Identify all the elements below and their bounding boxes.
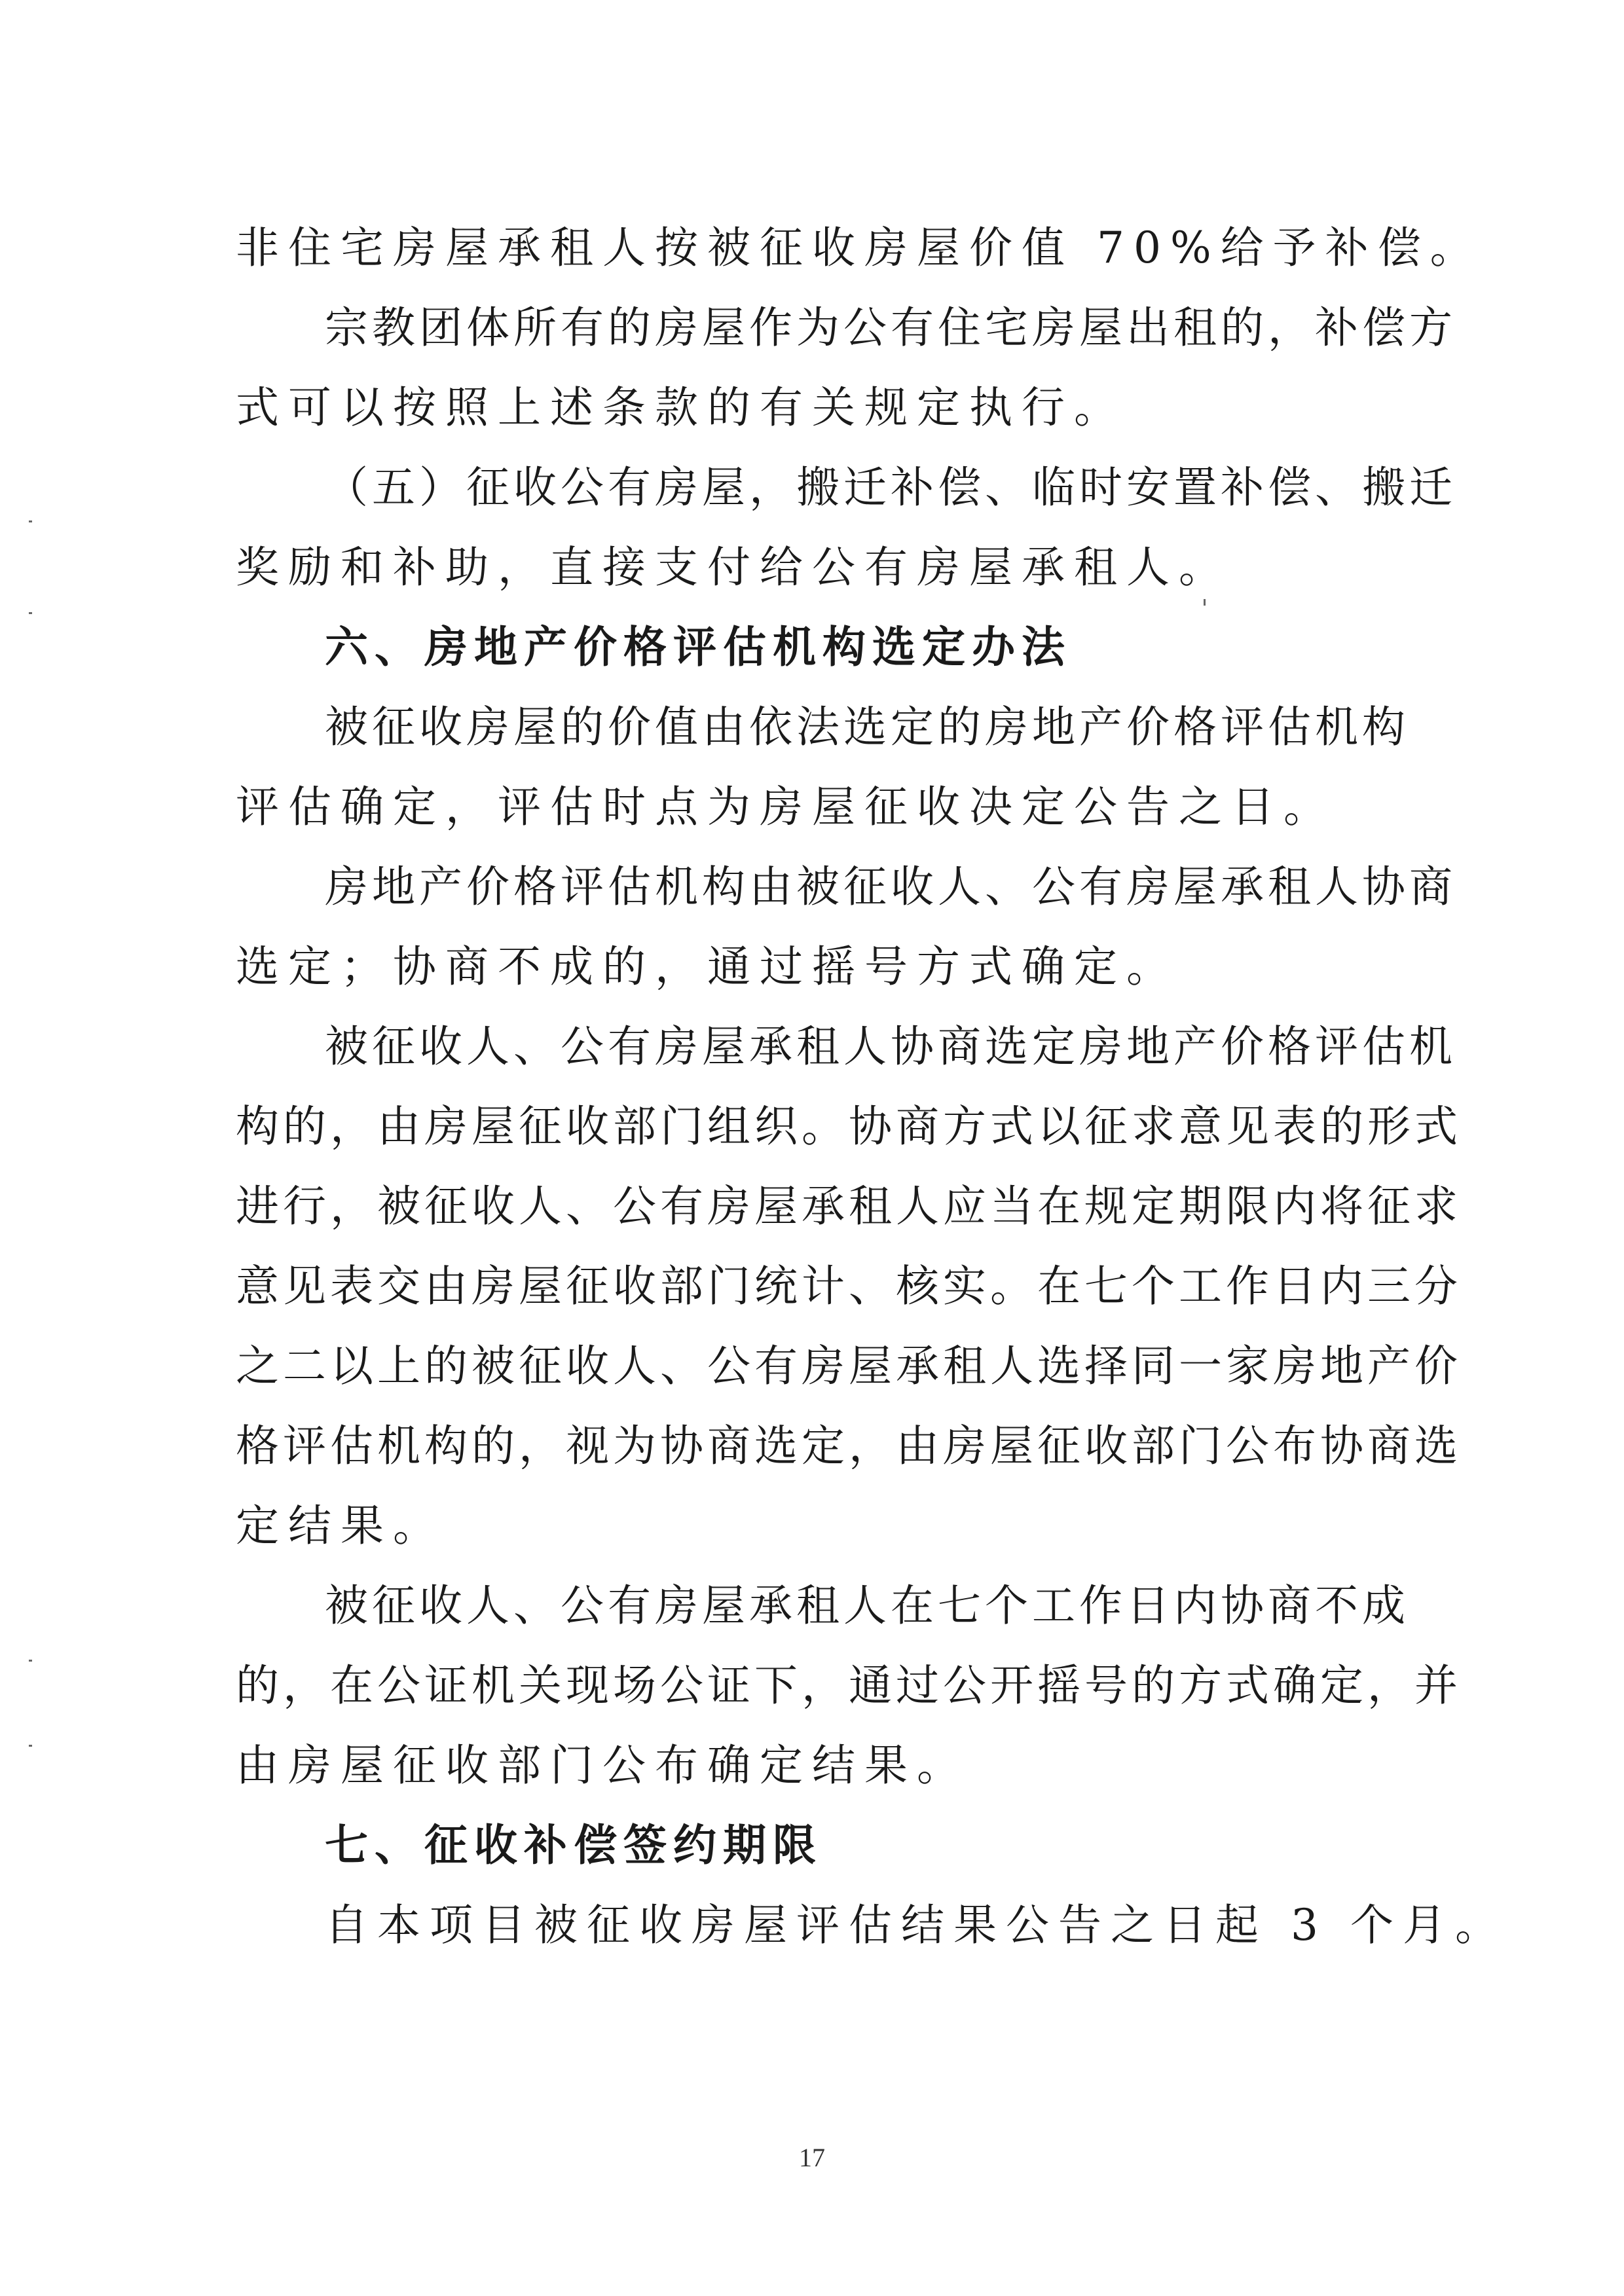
paragraph-line: 奖励和补助，直接支付给公有房屋承租人。 bbox=[236, 542, 1231, 592]
paragraph-line: 房地产价格评估机构由被征收人、公有房屋承租人协商 bbox=[325, 862, 1456, 912]
document-body bbox=[236, 208, 1507, 1965]
paragraph-line: 非住宅房屋承租人按被征收房屋价值 70%给予补偿。 bbox=[236, 223, 1483, 273]
paragraph-line: 意见表交由房屋征收部门统计、核实。在七个工作日内三分 bbox=[236, 1261, 1462, 1311]
paragraph-line: 评估确定，评估时点为房屋征收决定公告之日。 bbox=[236, 782, 1336, 832]
paragraph-line: 由房屋征收部门公布确定结果。 bbox=[236, 1740, 969, 1791]
scan-speck bbox=[1204, 599, 1206, 606]
scan-speck bbox=[29, 1745, 32, 1747]
paragraph-line: 被征收房屋的价值由依法选定的房地产价格评估机构 bbox=[325, 702, 1409, 752]
paragraph-line: 式可以按照上述条款的有关规定执行。 bbox=[236, 382, 1126, 433]
paragraph-line: 之二以上的被征收人、公有房屋承租人选择同一家房地产价 bbox=[236, 1341, 1462, 1391]
paragraph-line: 被征收人、公有房屋承租人协商选定房地产价格评估机 bbox=[325, 1021, 1456, 1072]
paragraph-line: 进行，被征收人、公有房屋承租人应当在规定期限内将征求 bbox=[236, 1181, 1462, 1231]
paragraph-line: 选定；协商不成的，通过摇号方式确定。 bbox=[236, 941, 1179, 992]
scan-speck bbox=[29, 612, 32, 614]
paragraph-line: 格评估机构的，视为协商选定，由房屋征收部门公布协商选 bbox=[236, 1421, 1462, 1471]
page-number: 17 bbox=[799, 2143, 825, 2172]
paragraph-line: （五）征收公有房屋，搬迁补偿、临时安置补偿、搬迁 bbox=[325, 462, 1456, 513]
paragraph-line: 宗教团体所有的房屋作为公有住宅房屋出租的，补偿方 bbox=[325, 302, 1456, 353]
scan-speck bbox=[29, 520, 32, 522]
scan-speck bbox=[29, 1660, 32, 1662]
paragraph-line: 的，在公证机关现场公证下，通过公开摇号的方式确定，并 bbox=[236, 1660, 1462, 1711]
paragraph-line: 被征收人、公有房屋承租人在七个工作日内协商不成 bbox=[325, 1580, 1409, 1631]
paragraph-line: 自本项目被征收房屋评估结果公告之日起 3 个月。 bbox=[325, 1900, 1507, 1950]
section-heading-seven: 七、征收补偿签约期限 bbox=[325, 1820, 822, 1870]
paragraph-line: 定结果。 bbox=[236, 1501, 445, 1551]
paragraph-line: 构的，由房屋征收部门组织。协商方式以征求意见表的形式 bbox=[236, 1101, 1462, 1152]
section-heading-six: 六、房地产价格评估机构选定办法 bbox=[325, 622, 1071, 672]
